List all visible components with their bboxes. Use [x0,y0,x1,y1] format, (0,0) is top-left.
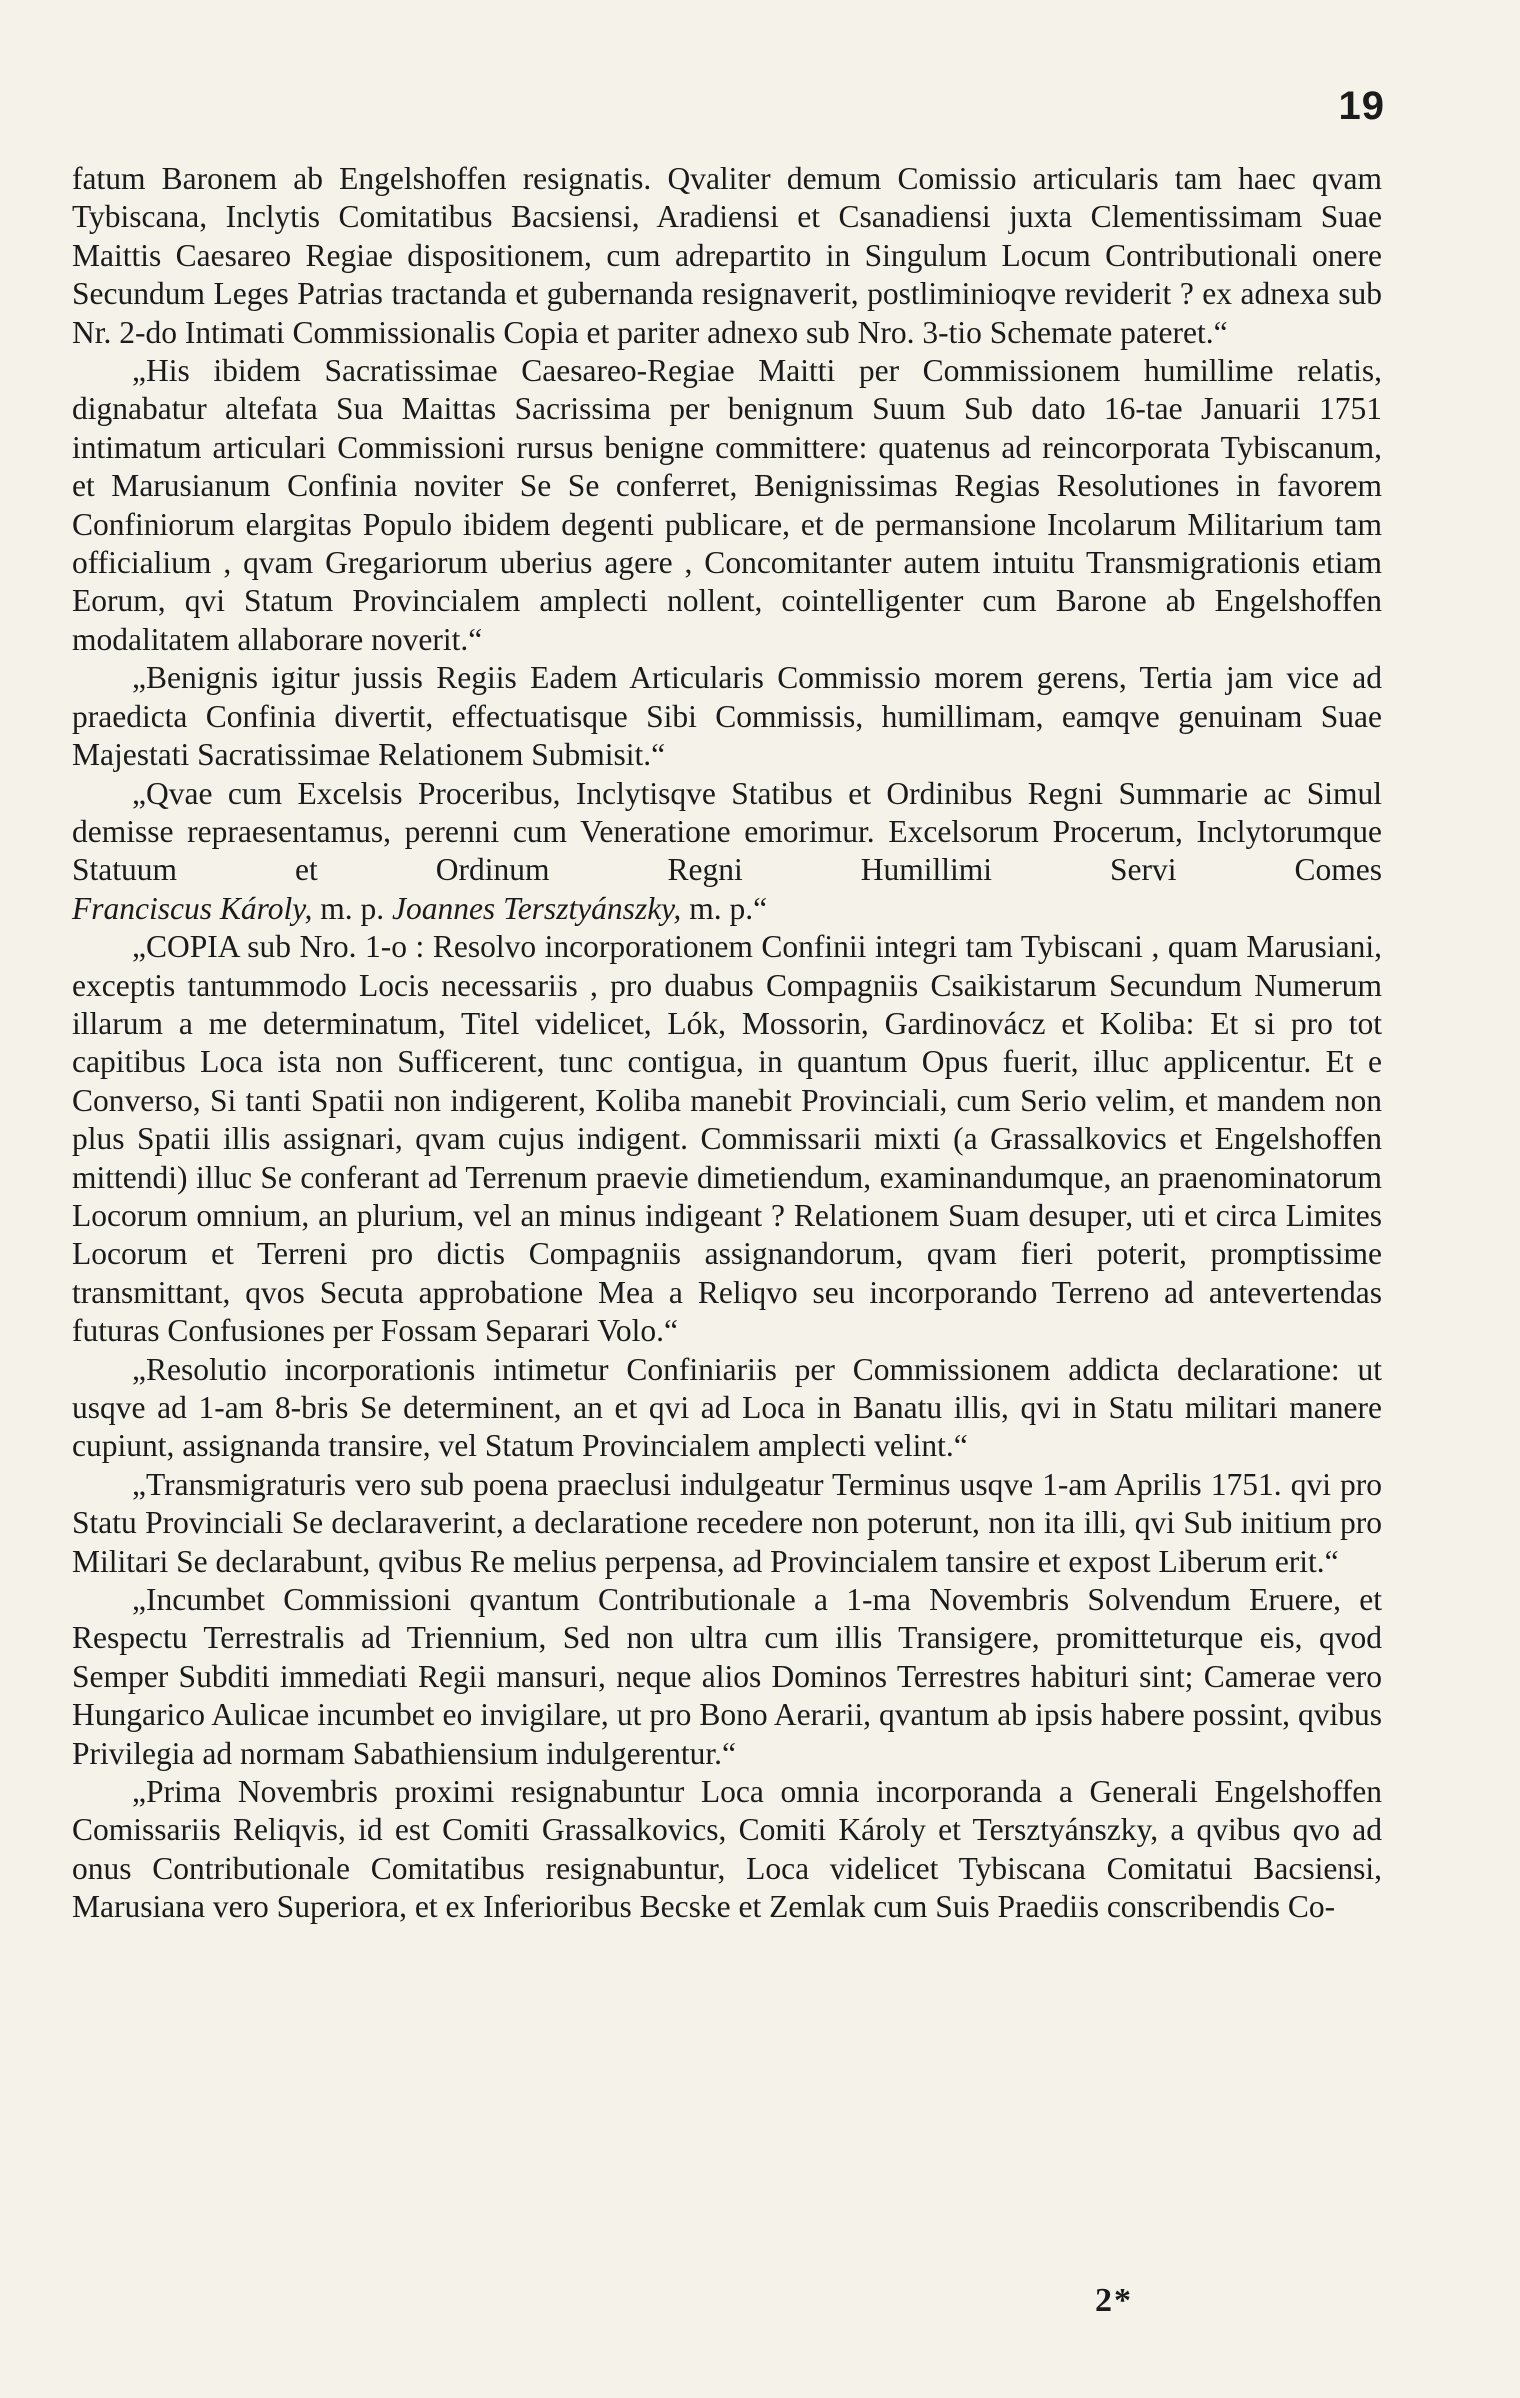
signatory-2: Joannes Tersztyánszky, [391,890,682,926]
paragraph-7: „Transmigraturis vero sub poena praeclusi indulgeatur Terminus usqve 1-am Aprilis 1751. qvi pro Statu Provinciali Se declaraverint, a declaratione recedere non poterunt, non ita illi, qvi Sub initium pro Militari Se declarabunt, qvibus Re melius perpensa, ad Provincialem tansire et expost Liberum erit.“ [72,1466,1382,1579]
paragraph-3: „Benignis igitur jussis Regiis Eadem Articularis Commissio morem gerens, Tertia jam vice ad praedicta Confinia divertit, effectuatisque Sibi Commissis, humillimam, eamqve genuinam Suae Majestati Sacratissimae Relationem Submisit.“ [72,660,1382,773]
signature-line [72,891,767,926]
page-number: 19 [1338,84,1385,128]
paragraph-1: fatum Baronem ab Engelshoffen resignatis. Qvaliter demum Comissio articularis tam haec qvam Tybiscana, Inclytis Comitatibus Bacsiensi, Aradiensi et Csanadiensi juxta Clementissimam Suae Maittis Caesareo Regiae dispositionem, cum adrepartito in Singulum Locum Contributionali onere Secundum Leges Patrias tractanda et gubernanda resignaverit, postliminioqve reviderit ? ex adnexa sub Nr. 2-do Intimati Commissionalis Copia et pariter adnexo sub Nro. 3-tio Schemate pateret.“ [72,161,1382,350]
signatory-1: Franciscus Károly, [72,890,313,926]
paragraph-4-text: „Qvae cum Excelsis Proceribus, Inclytisqve Statibus et Ordinibus Regni Summarie ac Simul demisse repraesentamus, perenni cum Veneratione emorimur. Excelsorum Procerum, Inclytorumque Statuum et Ordinum Regni Humillimi Servi Comes [72,775,1382,888]
body-text [72,160,1382,1927]
manu-propria-2: m. p.“ [689,890,768,926]
paragraph-6: „Resolutio incorporationis intimetur Confiniariis per Commissionem addicta declaratione: ut usqve ad 1-am 8-bris Se determinent, an et qvi ad Loca in Banatu illis, qvi in Statu militari manere cupiunt, assignanda transire, vel Statum Provincialem amplecti velint.“ [72,1351,1382,1464]
sheet-signature: 2* [1095,2282,1133,2319]
paragraph-2: „His ibidem Sacratissimae Caesareo-Regiae Maitti per Commissionem humillime relatis, dignabatur altefata Sua Maittas Sacrissima per benignum Suum Sub dato 16-tae Januarii 1751 intimatum articulari Commissioni rursus benigne committere: quatenus ad reincorporata Tybiscanum, et Marusianum Confinia noviter Se Se conferret, Benignissimas Regias Resolutiones in favorem Confiniorum elargitas Populo ibidem degenti publicare, et de permansione Incolarum Militarium tam officialium , qvam Gregariorum uberius agere , Concomitanter autem intuitu Transmigrationis etiam Eorum, qvi Statum Provincialem amplecti nollent, cointelligenter cum Barone ab Engelshoffen modalitatem allaborare noverit.“ [72,353,1382,657]
paragraph-4 [72,775,1382,929]
paragraph-5: „COPIA sub Nro. 1-o : Resolvo incorporationem Confinii integri tam Tybiscani , quam Marusiani, exceptis tantummodo Locis necessariis , pro duabus Compagniis Csaikistarum Secundum Numerum illarum a me determinatum, Titel videlicet, Lók, Mossorin, Gardinovácz et Koliba: Et si pro tot capitibus Loca ista non Sufficerent, tunc contigua, in quantum Opus fuerit, illuc applicentur. Et e Converso, Si tanti Spatii non indigerent, Koliba manebit Provinciali, cum Serio velim, et mandem non plus Spatii illis assignari, qvam cujus indigent. Commissarii mixti (a Grassalkovics et Engelshoffen mittendi) illuc Se conferant ad Terrenum praevie dimetiendum, examinandumque, an praenominatorum Locorum omnium, an plurium, vel an minus indigeant ? Relationem Suam desuper, uti et circa Limites Locorum et Terreni pro dictis Compagniis assignandorum, qvam fieri poterit, promptissime transmittant, qvos Secuta approbatione Mea a Reliqvo seu incorporando Terreno ad antevertendas futuras Confusiones per Fossam Separari Volo.“ [72,929,1382,1349]
paragraph-8: „Incumbet Commissioni qvantum Contributionale a 1-ma Novembris Solvendum Eruere, et Respectu Terrestralis ad Triennium, Sed non ultra cum illis Transigere, promitteturque eis, qvod Semper Subditi immediati Regii mansuri, neque alios Dominos Terrestres habituri sint; Camerae vero Hungarico Aulicae incumbet eo invigilare, ut pro Bono Aerarii, qvantum ab ipsis habere possint, qvibus Privilegia ad normam Sabathiensium indulgerentur.“ [72,1582,1382,1771]
paragraph-9: „Prima Novembris proximi resignabuntur Loca omnia incorporanda a Generali Engelshoffen Comissariis Reliqvis, id est Comiti Grassalkovics, Comiti Károly et Tersztyánszky, a qvibus qvo ad onus Contributionale Comitatibus resignabuntur, Loca videlicet Tybiscana Comitatui Bacsiensi, Marusiana vero Superiora, et ex Inferioribus Becske et Zemlak cum Suis Praediis conscribendis Co- [72,1774,1382,1925]
manu-propria-1: m. p. [320,890,385,926]
